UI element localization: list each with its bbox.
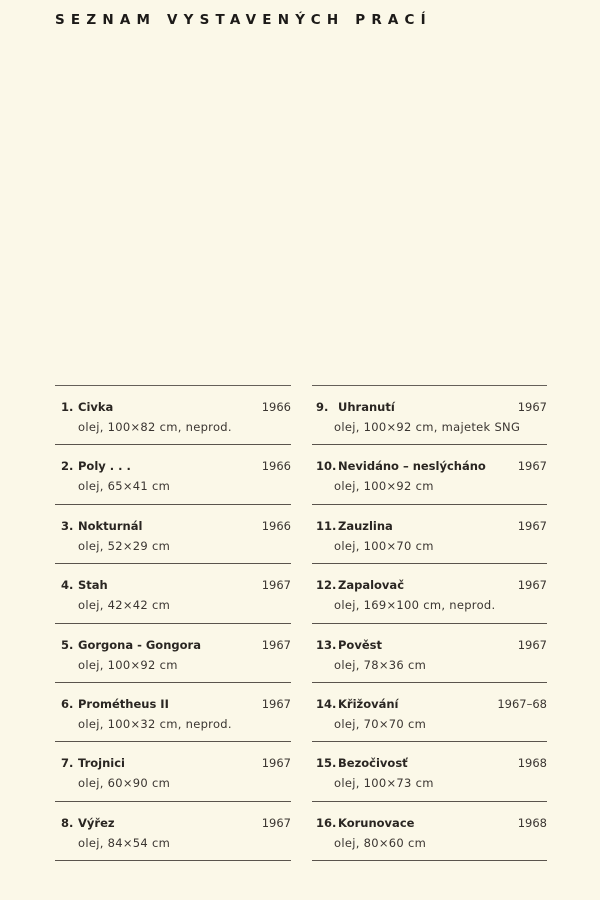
work-entry (55, 505, 291, 564)
work-entry (312, 802, 547, 861)
work-year: 1967–68 (497, 696, 547, 711)
work-entry (312, 742, 547, 801)
work-description: olej, 100×73 cm (334, 776, 434, 791)
work-title: Uhranutí (338, 400, 395, 414)
work-year: 1967 (517, 578, 547, 593)
work-entry (55, 802, 291, 861)
work-title: Výřez (78, 815, 115, 830)
work-description: olej, 100×32 cm, neprod. (78, 716, 232, 731)
work-title: Trojnici (78, 756, 125, 771)
work-number: 1. (61, 400, 74, 414)
work-year: 1968 (517, 756, 547, 771)
work-entry (55, 386, 291, 445)
work-entry (312, 386, 547, 445)
work-description: olej, 42×42 cm (78, 598, 171, 613)
work-title: Gorgona - Gongora (78, 637, 201, 652)
work-entry (55, 742, 291, 801)
page-title: SEZNAM VYSTAVENÝCH PRACÍ (55, 12, 432, 28)
work-year: 1967 (261, 637, 291, 652)
work-entry (312, 505, 547, 564)
work-entry (55, 445, 291, 504)
work-year: 1966 (261, 518, 291, 533)
work-title: Poly . . . (78, 459, 131, 474)
work-title: Zapalovač (338, 578, 405, 593)
work-number: 2. (61, 459, 74, 474)
work-description: olej, 100×92 cm, majetek SNG (334, 420, 521, 434)
work-year: 1966 (261, 400, 291, 414)
work-description: olej, 84×54 cm (78, 835, 171, 850)
work-title: Civka (78, 400, 114, 414)
work-description: olej, 80×60 cm (334, 835, 427, 850)
work-entry (312, 564, 547, 623)
work-number: 12. (316, 578, 337, 593)
work-title: Prométheus II (78, 696, 169, 711)
work-entry (312, 624, 547, 683)
work-year: 1967 (517, 518, 547, 533)
work-number: 14. (316, 696, 337, 711)
work-title: Křižování (338, 696, 399, 711)
work-description: olej, 65×41 cm (78, 479, 171, 494)
work-number: 13. (316, 637, 337, 652)
work-title: Nokturnál (78, 518, 143, 533)
work-description: olej, 70×70 cm (334, 716, 427, 731)
works-list-right (312, 385, 547, 861)
work-year: 1967 (261, 578, 291, 593)
work-description: olej, 100×82 cm, neprod. (78, 420, 232, 434)
work-number: 5. (61, 637, 74, 652)
work-number: 4. (61, 578, 74, 593)
work-description: olej, 100×92 cm (78, 657, 178, 672)
work-number: 8. (61, 815, 74, 830)
work-title: Bezočivosť (338, 756, 408, 771)
work-number: 10. (316, 459, 337, 474)
work-description: olej, 100×92 cm (334, 479, 434, 494)
work-number: 3. (61, 518, 74, 533)
work-year: 1967 (261, 756, 291, 771)
work-number: 6. (61, 696, 74, 711)
work-description: olej, 52×29 cm (78, 538, 171, 553)
work-entry (55, 564, 291, 623)
work-title: Zauzlina (338, 518, 393, 533)
work-title: Nevidáno – neslýcháno (338, 459, 486, 474)
work-entry (55, 683, 291, 742)
work-number: 16. (316, 815, 337, 830)
work-year: 1967 (261, 696, 291, 711)
work-number: 7. (61, 756, 74, 771)
works-list-left (55, 385, 291, 861)
work-year: 1967 (517, 637, 547, 652)
work-number: 15. (316, 756, 337, 771)
work-description: olej, 78×36 cm (334, 657, 427, 672)
work-description: olej, 60×90 cm (78, 776, 171, 791)
work-year: 1967 (517, 459, 547, 474)
work-entry (312, 683, 547, 742)
work-year: 1967 (261, 815, 291, 830)
work-title: Stah (78, 578, 108, 593)
work-description: olej, 169×100 cm, neprod. (334, 598, 496, 613)
work-description: olej, 100×70 cm (334, 538, 434, 553)
work-title: Korunovace (338, 815, 415, 830)
work-number: 9. (316, 400, 329, 414)
work-entry (55, 624, 291, 683)
work-year: 1966 (261, 459, 291, 474)
work-year: 1968 (517, 815, 547, 830)
work-entry (312, 445, 547, 504)
work-number: 11. (316, 518, 337, 533)
work-year: 1967 (517, 400, 547, 414)
work-title: Pověst (338, 637, 382, 652)
